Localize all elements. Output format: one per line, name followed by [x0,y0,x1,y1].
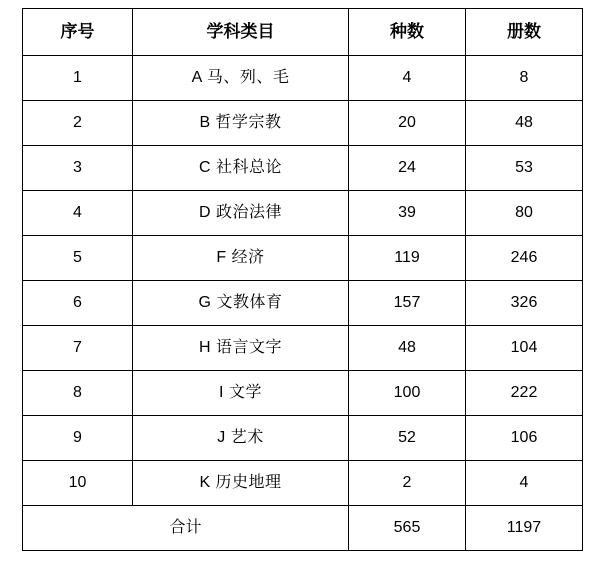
cell-kinds: 20 [349,101,466,146]
cell-index: 3 [23,146,133,191]
cell-kinds: 119 [349,236,466,281]
cell-index: 8 [23,371,133,416]
cell-category: K 历史地理 [133,461,349,506]
cell-category: F 经济 [133,236,349,281]
cell-category: B 哲学宗教 [133,101,349,146]
table-body [23,56,583,551]
cell-volumes: 222 [466,371,583,416]
table-row [23,461,583,506]
cell-total-label: 合计 [23,506,349,551]
table-row [23,326,583,371]
document-page [0,8,606,581]
table-header [23,9,583,56]
cell-kinds: 100 [349,371,466,416]
cell-category: C 社科总论 [133,146,349,191]
table-row [23,191,583,236]
cell-index: 6 [23,281,133,326]
column-header-index: 序号 [23,9,133,56]
cell-index: 9 [23,416,133,461]
cell-category: G 文教体育 [133,281,349,326]
cell-volumes: 8 [466,56,583,101]
cell-kinds: 157 [349,281,466,326]
cell-kinds: 39 [349,191,466,236]
cell-index: 5 [23,236,133,281]
cell-volumes: 104 [466,326,583,371]
cell-index: 10 [23,461,133,506]
cell-volumes: 53 [466,146,583,191]
table-row [23,416,583,461]
cell-category: J 艺术 [133,416,349,461]
cell-index: 7 [23,326,133,371]
cell-kinds: 52 [349,416,466,461]
cell-total-volumes: 1197 [466,506,583,551]
column-header-volumes: 册数 [466,9,583,56]
cell-index: 1 [23,56,133,101]
table-row [23,371,583,416]
cell-volumes: 246 [466,236,583,281]
cell-volumes: 326 [466,281,583,326]
table-header-row [23,9,583,56]
cell-index: 2 [23,101,133,146]
cell-total-kinds: 565 [349,506,466,551]
table-row [23,101,583,146]
table-row [23,146,583,191]
cell-index: 4 [23,191,133,236]
cell-category: A 马、列、毛 [133,56,349,101]
column-header-kinds: 种数 [349,9,466,56]
cell-volumes: 80 [466,191,583,236]
cell-volumes: 48 [466,101,583,146]
cell-volumes: 4 [466,461,583,506]
table-row [23,56,583,101]
cell-kinds: 48 [349,326,466,371]
table-row [23,281,583,326]
cell-kinds: 24 [349,146,466,191]
discipline-statistics-table [22,8,583,551]
cell-volumes: 106 [466,416,583,461]
table-total-row [23,506,583,551]
cell-category: I 文学 [133,371,349,416]
cell-category: H 语言文字 [133,326,349,371]
table-row [23,236,583,281]
cell-category: D 政治法律 [133,191,349,236]
column-header-category: 学科类目 [133,9,349,56]
cell-kinds: 2 [349,461,466,506]
cell-kinds: 4 [349,56,466,101]
